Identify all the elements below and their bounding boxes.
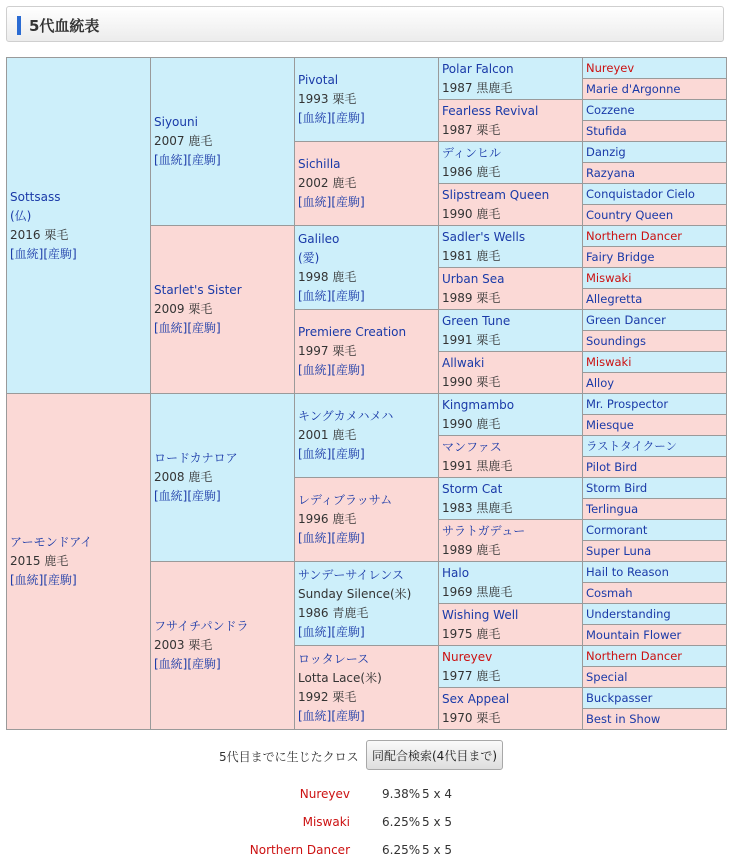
horse-name-link[interactable]: Mountain Flower <box>586 627 682 642</box>
foal-link[interactable]: [産駒] <box>331 111 365 125</box>
pedigree-link[interactable]: [血統] <box>298 447 332 461</box>
cross-horse-link[interactable]: Miswaki <box>302 815 350 829</box>
pedigree-cell-g4-1 <box>439 58 583 100</box>
cross-generation: 5 x 5 <box>422 843 452 857</box>
pedigree-cell-g5-15 <box>583 352 727 373</box>
horse-name-link[interactable]: Fairy Bridge <box>586 249 655 264</box>
horse-info: 2003 栗毛 <box>154 638 213 652</box>
horse-name-link[interactable]: Halo <box>442 565 470 580</box>
horse-name-link[interactable]: Best in Show <box>586 711 661 726</box>
horse-name-link[interactable]: Cormorant <box>586 522 648 537</box>
horse-info: 1975 鹿毛 <box>442 626 501 641</box>
pedigree-cell-g5-6 <box>583 163 727 184</box>
pedigree-link[interactable]: [血統] <box>10 246 44 261</box>
pedigree-link[interactable]: [血統] <box>154 657 188 671</box>
horse-info: 1987 黒鹿毛 <box>442 80 513 95</box>
horse-name-link[interactable]: マンファス <box>442 439 502 454</box>
horse-name-link[interactable]: Hail to Reason <box>586 564 669 579</box>
horse-name-link[interactable]: レディブラッサム <box>298 493 393 507</box>
pedigree-cell-g5-32 <box>583 709 727 730</box>
horse-info: 2008 鹿毛 <box>154 470 213 484</box>
horse-info: 1991 黒鹿毛 <box>442 458 513 473</box>
pedigree-cell-g5-21 <box>583 478 727 499</box>
pedigree-cell-g5-7 <box>583 184 727 205</box>
pedigree-cell-g5-31 <box>583 688 727 709</box>
horse-name-link[interactable]: Sadler's Wells <box>442 229 526 244</box>
foal-link[interactable]: [産駒] <box>331 624 365 639</box>
horse-name-link[interactable]: ラストタイクーン <box>586 438 677 453</box>
horse-name-link[interactable]: Mr. Prospector <box>586 396 669 411</box>
pedigree-cell-g4-10 <box>439 436 583 478</box>
pedigree-cell-g4-3 <box>439 142 583 184</box>
horse-info: 1970 栗毛 <box>442 710 501 725</box>
cross-generation: 5 x 5 <box>422 815 452 829</box>
horse-name-link[interactable]: Special <box>586 669 628 684</box>
horse-name-link[interactable]: Green Dancer <box>586 312 666 327</box>
pedigree-row <box>7 58 727 79</box>
horse-info: 1987 栗毛 <box>442 122 501 137</box>
horse-name-link[interactable]: Super Luna <box>586 543 652 558</box>
foal-link[interactable]: [産駒] <box>43 246 77 261</box>
pedigree-cell-g5-12 <box>583 289 727 310</box>
horse-info: 2002 鹿毛 <box>298 176 357 190</box>
pedigree-cell-g2-3 <box>151 394 295 562</box>
foal-link[interactable]: [産駒] <box>331 531 365 545</box>
horse-info: 1996 鹿毛 <box>298 512 357 526</box>
horse-name-link[interactable]: Northern Dancer <box>586 228 683 243</box>
horse-name-link[interactable]: Fearless Revival <box>442 103 539 118</box>
foal-link[interactable]: [産駒] <box>331 195 365 209</box>
horse-name-link[interactable]: Polar Falcon <box>442 61 514 76</box>
horse-info: 1969 黒鹿毛 <box>442 584 513 599</box>
pedigree-cell-g5-24 <box>583 541 727 562</box>
pedigree-cell-g5-13 <box>583 310 727 331</box>
horse-name-link[interactable]: サンデーサイレンス <box>298 567 404 582</box>
pedigree-cell-g5-3 <box>583 100 727 121</box>
pedigree-row <box>7 394 727 415</box>
horse-name-link[interactable]: Buckpasser <box>586 690 653 705</box>
foal-link[interactable]: [産駒] <box>187 489 221 503</box>
pedigree-cell-g5-30 <box>583 667 727 688</box>
horse-alt-name: Lotta Lace(米) <box>298 670 382 685</box>
horse-name-link[interactable]: Soundings <box>586 333 646 348</box>
pedigree-cell-g5-10 <box>583 247 727 268</box>
cross-percent: 9.38% <box>382 787 421 801</box>
horse-name-link[interactable]: Pilot Bird <box>586 459 638 474</box>
section-title: 5代血統表 <box>29 17 100 35</box>
pedigree-link[interactable]: [血統] <box>298 195 332 209</box>
horse-name-link[interactable]: Alloy <box>586 375 615 390</box>
horse-name-link[interactable]: Miesque <box>586 417 634 432</box>
foal-link[interactable]: [産駒] <box>43 573 77 587</box>
pedigree-link[interactable]: [血統] <box>10 573 44 587</box>
horse-name-link[interactable]: Allegretta <box>586 291 643 306</box>
horse-name-link[interactable]: フサイチパンドラ <box>154 619 249 633</box>
horse-name-link[interactable]: Wishing Well <box>442 607 519 622</box>
pedigree-cell-g5-27 <box>583 604 727 625</box>
horse-info: 1993 栗毛 <box>298 92 357 106</box>
pedigree-cell-g4-14 <box>439 604 583 646</box>
horse-name-link[interactable]: Stufida <box>586 123 627 138</box>
horse-name-link[interactable]: Nureyev <box>586 60 635 75</box>
pedigree-cell-g5-23 <box>583 520 727 541</box>
foal-link[interactable]: [産駒] <box>187 657 221 671</box>
pedigree-cell-g5-25 <box>583 562 727 583</box>
pedigree-cell-g4-7 <box>439 310 583 352</box>
pedigree-link[interactable]: [血統] <box>154 489 188 503</box>
pedigree-cell-g5-9 <box>583 226 727 247</box>
cross-row <box>0 813 730 831</box>
pedigree-cell-g4-5 <box>439 226 583 268</box>
horse-name-link[interactable]: Cozzene <box>586 102 635 117</box>
horse-name-link[interactable]: ディンヒル <box>442 145 502 160</box>
pedigree-cell-g3-8 <box>295 646 439 730</box>
horse-info: 2001 鹿毛 <box>298 428 357 442</box>
horse-name-link[interactable]: Starlet's Sister <box>154 283 242 297</box>
pedigree-cell-g5-14 <box>583 331 727 352</box>
pedigree-cell-g4-4 <box>439 184 583 226</box>
horse-name-link[interactable]: Pivotal <box>298 73 339 87</box>
pedigree-cell-g5-11 <box>583 268 727 289</box>
foal-link[interactable]: [産駒] <box>187 153 221 167</box>
pedigree-cell-g4-13 <box>439 562 583 604</box>
horse-info: 1991 栗毛 <box>442 332 501 347</box>
pedigree-link[interactable]: [血統] <box>298 111 332 125</box>
horse-name-link[interactable]: アーモンドアイ <box>10 535 93 549</box>
pedigree-cell-g4-11 <box>439 478 583 520</box>
horse-info: 1998 鹿毛 <box>298 269 357 284</box>
horse-info: 1977 鹿毛 <box>442 668 501 683</box>
horse-name-link[interactable]: Galileo <box>298 231 340 246</box>
horse-name-link[interactable]: キングカメハメハ <box>298 409 394 423</box>
pedigree-cell-g4-9 <box>439 394 583 436</box>
foal-link[interactable]: [産駒] <box>331 288 365 303</box>
horse-name-link[interactable]: Kingmambo <box>442 397 515 412</box>
pedigree-cell-g5-19 <box>583 436 727 457</box>
horse-info: 2007 鹿毛 <box>154 134 213 148</box>
horse-name-link[interactable]: Miswaki <box>586 354 632 369</box>
horse-name-link[interactable]: Allwaki <box>442 355 485 370</box>
pedigree-cell-g4-15 <box>439 646 583 688</box>
horse-name-link[interactable]: Miswaki <box>586 270 632 285</box>
cross-horse-link[interactable]: Northern Dancer <box>249 843 350 857</box>
horse-info: 1983 黒鹿毛 <box>442 500 513 515</box>
horse-info: 1997 栗毛 <box>298 344 357 358</box>
pedigree-cell-g5-20 <box>583 457 727 478</box>
foal-link[interactable]: [産駒] <box>187 321 221 335</box>
pedigree-cell-g5-22 <box>583 499 727 520</box>
horse-info: 2009 栗毛 <box>154 302 213 316</box>
horse-info: 1992 栗毛 <box>298 689 357 704</box>
pedigree-link[interactable]: [血統] <box>154 321 188 335</box>
horse-name-link[interactable]: Sex Appeal <box>442 691 510 706</box>
section-header <box>6 6 724 42</box>
horse-origin: (仏) <box>10 208 32 223</box>
horse-name-link[interactable]: Urban Sea <box>442 271 505 286</box>
horse-name-link[interactable]: Cosmah <box>586 585 633 600</box>
horse-origin: (愛) <box>298 250 320 265</box>
pedigree-link[interactable]: [血統] <box>154 153 188 167</box>
pedigree-cell-g4-12 <box>439 520 583 562</box>
pedigree-cell-g4-6 <box>439 268 583 310</box>
horse-info: 1986 青鹿毛 <box>298 605 369 620</box>
cross-horse-link[interactable]: Nureyev <box>299 787 350 801</box>
horse-name-link[interactable]: Understanding <box>586 606 671 621</box>
horse-info: 1989 栗毛 <box>442 290 501 305</box>
pedigree-cell-g1-1 <box>7 58 151 394</box>
cross-row <box>0 841 730 859</box>
pedigree-cell-g5-18 <box>583 415 727 436</box>
pedigree-cell-g5-26 <box>583 583 727 604</box>
horse-name-link[interactable]: Premiere Creation <box>298 325 407 339</box>
pedigree-cell-g2-4 <box>151 562 295 730</box>
pedigree-cell-g5-8 <box>583 205 727 226</box>
horse-name-link[interactable]: Slipstream Queen <box>442 187 550 202</box>
pedigree-cell-g4-8 <box>439 352 583 394</box>
pedigree-link[interactable]: [血統] <box>298 624 332 639</box>
pedigree-cell-g4-16 <box>439 688 583 730</box>
horse-info: 1989 鹿毛 <box>442 542 501 557</box>
pedigree-cell-g3-5 <box>295 394 439 478</box>
pedigree-cell-g2-1 <box>151 58 295 226</box>
foal-link[interactable]: [産駒] <box>331 447 365 461</box>
pedigree-cell-g3-1 <box>295 58 439 142</box>
horse-name-link[interactable]: サラトガデュー <box>442 523 526 538</box>
horse-name-link[interactable]: Green Tune <box>442 313 511 328</box>
cross-generation: 5 x 4 <box>422 787 452 801</box>
pedigree-link[interactable]: [血統] <box>298 288 332 303</box>
pedigree-cell-g5-16 <box>583 373 727 394</box>
horse-info: 1986 鹿毛 <box>442 164 501 179</box>
horse-alt-name: Sunday Silence(米) <box>298 586 412 601</box>
pedigree-cell-g5-4 <box>583 121 727 142</box>
horse-info: 2015 鹿毛 <box>10 554 69 568</box>
horse-name-link[interactable]: Danzig <box>586 144 626 159</box>
foal-link[interactable]: [産駒] <box>331 708 365 723</box>
pedigree-link[interactable]: [血統] <box>298 363 332 377</box>
pedigree-cell-g3-6 <box>295 478 439 562</box>
horse-name-link[interactable]: Conquistador Cielo <box>586 186 695 201</box>
pedigree-link[interactable]: [血統] <box>298 708 332 723</box>
horse-name-link[interactable]: Country Queen <box>586 207 674 222</box>
header-accent-bar <box>17 16 21 35</box>
pedigree-cell-g3-4 <box>295 310 439 394</box>
horse-name-link[interactable]: Storm Bird <box>586 480 648 495</box>
pedigree-cell-g1-2 <box>7 394 151 730</box>
horse-name-link[interactable]: ロッタレース <box>298 651 370 666</box>
horse-info: 1981 鹿毛 <box>442 248 501 263</box>
pedigree-cell-g5-1 <box>583 58 727 79</box>
horse-name-link[interactable]: Northern Dancer <box>586 648 683 663</box>
horse-info: 2016 栗毛 <box>10 227 69 242</box>
pedigree-cell-g5-2 <box>583 79 727 100</box>
horse-name-link[interactable]: Sichilla <box>298 157 341 171</box>
horse-name-link[interactable]: ロードカナロア <box>154 451 238 465</box>
pedigree-cell-g5-17 <box>583 394 727 415</box>
horse-name-link[interactable]: Marie d'Argonne <box>586 81 681 96</box>
cross-percent: 6.25% <box>382 815 421 829</box>
pedigree-cell-g3-2 <box>295 142 439 226</box>
pedigree-cell-g5-28 <box>583 625 727 646</box>
pedigree-cell-g5-29 <box>583 646 727 667</box>
horse-name-link[interactable]: Razyana <box>586 165 636 180</box>
pedigree-link[interactable]: [血統] <box>298 531 332 545</box>
horse-name-link[interactable]: Siyouni <box>154 115 198 129</box>
cross-label: 5代目までに生じたクロス <box>219 750 359 764</box>
pedigree-cell-g3-3 <box>295 226 439 310</box>
similar-breeding-search-button[interactable]: 同配合検索(4代目まで) <box>366 740 503 770</box>
horse-info: 1990 鹿毛 <box>442 416 501 431</box>
pedigree-cell-g5-5 <box>583 142 727 163</box>
horse-name-link[interactable]: Nureyev <box>442 649 493 664</box>
pedigree-cell-g4-2 <box>439 100 583 142</box>
foal-link[interactable]: [産駒] <box>331 363 365 377</box>
horse-name-link[interactable]: Sottsass <box>10 189 61 204</box>
horse-info: 1990 鹿毛 <box>442 206 501 221</box>
horse-name-link[interactable]: Terlingua <box>586 501 639 516</box>
cross-toolbar <box>0 740 730 770</box>
pedigree-cell-g3-7 <box>295 562 439 646</box>
pedigree-table <box>6 57 727 730</box>
cross-row <box>0 785 730 803</box>
cross-percent: 6.25% <box>382 843 421 857</box>
pedigree-cell-g2-2 <box>151 226 295 394</box>
horse-info: 1990 栗毛 <box>442 374 501 389</box>
horse-name-link[interactable]: Storm Cat <box>442 481 503 496</box>
